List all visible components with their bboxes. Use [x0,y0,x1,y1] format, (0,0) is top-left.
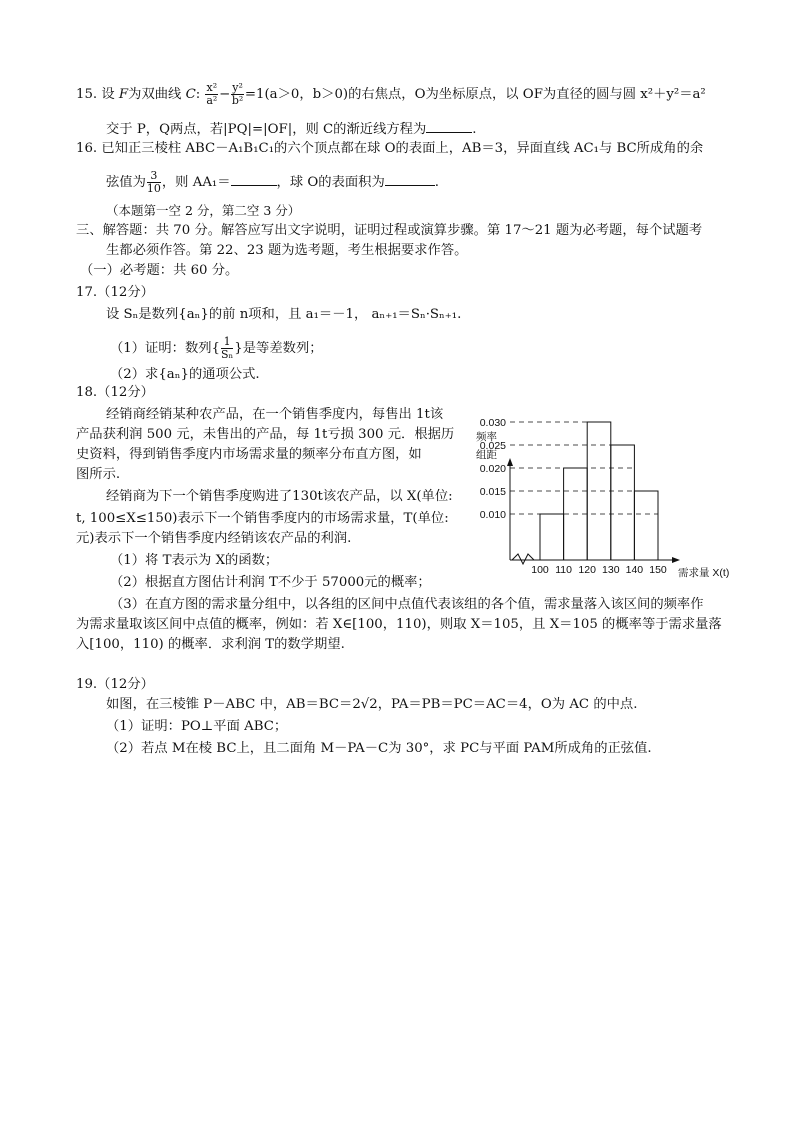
q15-number: 15. [76,87,98,102]
q17-part2: （2）求{aₙ}的通项公式. [110,367,260,382]
q18-part1: （1）将 T表示为 X的函数； [110,553,279,568]
hist-ytick-label: 0.015 [479,486,506,498]
q18-part3-line2: 为需求量取该区间中点值的概率，例如：若 X∈[100，110)，则取 X＝105，且 X＝105 的概率等于需求量落 [76,617,722,632]
q15-F: F [118,87,129,102]
q18-line5: 经销商为下一个销售季度购进了130t该农产品，以 X(单位: [106,489,453,504]
q16-number: 16. [76,141,98,156]
q17-header: 17.（12分） [76,285,154,300]
section3-line1: 三、解答题：共 70 分。解答应写出文字说明，证明过程或演算步骤。第 17～21 题为必考题，每个试题考 [76,223,703,238]
q16-line2-c: ，球 O的表面积为 [276,175,385,190]
section3-line2: 生都必须作答。第 22、23 题为选考题，考生根据要求作答。 [106,243,468,258]
q18-line4: 图所示. [76,467,121,482]
q15-text-c: =1(a＞0，b＞0)的右焦点，O为坐标原点，以 OF为直径的圆与圆 x²＋y²＝a² [244,87,706,102]
q18-header: 18.（12分） [76,385,154,400]
q15-minus: − [219,87,231,102]
q16-frac-num: 3 [147,170,161,183]
q17-frac-den: Sₙ [221,348,234,361]
q16-line1-text: 已知正三棱柱 ABC－A₁B₁C₁的六个顶点都在球 O的表面上，AB＝3，异面直线 AC₁与 BC所成角的余 [101,141,704,156]
hist-bar [611,445,635,560]
q17-frac-num: 1 [221,336,233,349]
q18-line6: t, 100≤X≤150)表示下一个销售季度内的市场需求量，T(单位: [76,511,449,526]
q17-stem: 设 Sₙ是数列{aₙ}的前 n项和，且 a₁＝－1， aₙ₊₁＝Sₙ·Sₙ₊₁. [106,307,462,322]
q16-note: （本题第一空 2 分，第二空 3 分） [106,203,301,218]
q16-line2-end: . [434,175,439,190]
q15-frac2-num: y² [232,81,243,94]
q15-line2-text: 交于 P，Q两点，若|PQ|=|OF|，则 C的渐近线方程为 [106,122,427,137]
q18-line3: 史资料，得到销售季度内市场需求量的频率分布直方图，如 [76,447,422,462]
q18-part3-line1: （3）在直方图的需求量分组中，以各组的区间中点值代表该组的各个值，需求量落入该区间的频率作 [110,597,704,612]
q18-part3-line3: 入[100，110) 的概率．求利润 T的数学期望. [76,637,345,652]
hist-bar [587,422,611,560]
q18-part2: （2）根据直方图估计利润 T不少于 57000元的概率； [110,575,431,590]
q16-line2-a: 弦值为 [106,175,146,190]
q15-frac1-den: a² [206,94,218,107]
hist-bar [634,491,658,560]
hist-xlabel: 需求量 X(t) [678,567,730,579]
q15-text-b: 为双曲线 [128,87,186,102]
hist-ytick-label: 0.025 [479,440,506,452]
hist-xtick-label: 120 [578,564,596,576]
q19-part1: （1）证明：PO⊥平面 ABC； [106,719,288,734]
q15-frac2-den: b² [231,94,244,107]
q19-stem: 如图，在三棱锥 P－ABC 中，AB＝BC＝2√2，PA＝PB＝PC＝AC＝4，O为 AC 的中点. [106,697,638,712]
q17-part1-b: }是等差数列； [234,341,323,356]
q15-C: C [185,87,196,102]
q15-line1: 15. 设 F为双曲线 C: $\frac{\text{x²}}{\text{a²}}$ − $\frac{\text{y²}}{\text{b²}}$ =1(a＞0，b＞0)的右焦点，O为坐标原点，以 OF为直径的圆与圆 x²＋y²＝a² [76,81,706,107]
q19-header: 19.（12分） [76,677,154,692]
q18-line7: 元)表示下一个销售季度内经销该农产品的利润. [76,531,352,546]
q15-frac1-num: x² [206,81,218,94]
hist-x-axis-arrow [672,557,680,563]
hist-y-axis-arrow [507,458,513,466]
hist-ylabel-line2: 组距 [476,449,497,461]
q16-frac-den: 10 [146,182,161,195]
hist-bar [540,514,564,560]
hist-xtick-label: 150 [649,564,667,576]
hist-ytick-label: 0.030 [479,417,506,429]
q19-part2: （2）若点 M在棱 BC上，且二面角 M－PA－C为 30°，求 PC与平面 PAM所成角的正弦值. [106,741,652,756]
q18-line2: 产品获利润 500 元，未售出的产品，每 1t亏损 300 元．根据历 [76,427,455,442]
hist-xtick-label: 110 [555,564,572,576]
q18-line1: 经销商经销某种农产品，在一个销售季度内，每售出 1t该 [106,407,444,422]
q15-text-a: 设 [101,87,119,102]
section3-part1: （一）必考题：共 60 分。 [80,263,239,278]
hist-xtick-label: 130 [602,564,620,576]
q16-line2-b: ，则 AA₁＝ [161,175,231,190]
hist-xtick-label: 140 [625,564,644,576]
hist-ytick-label: 0.010 [479,509,506,521]
hist-xtick-label: 100 [531,564,549,576]
hist-ytick-label: 0.020 [479,463,506,475]
q15-line2-end: . [472,122,477,137]
hist-ylabel-line1: 频率 [476,431,497,443]
hist-axis-break [512,554,534,564]
q17-part1-a: （1）证明：数列{ [110,341,220,356]
